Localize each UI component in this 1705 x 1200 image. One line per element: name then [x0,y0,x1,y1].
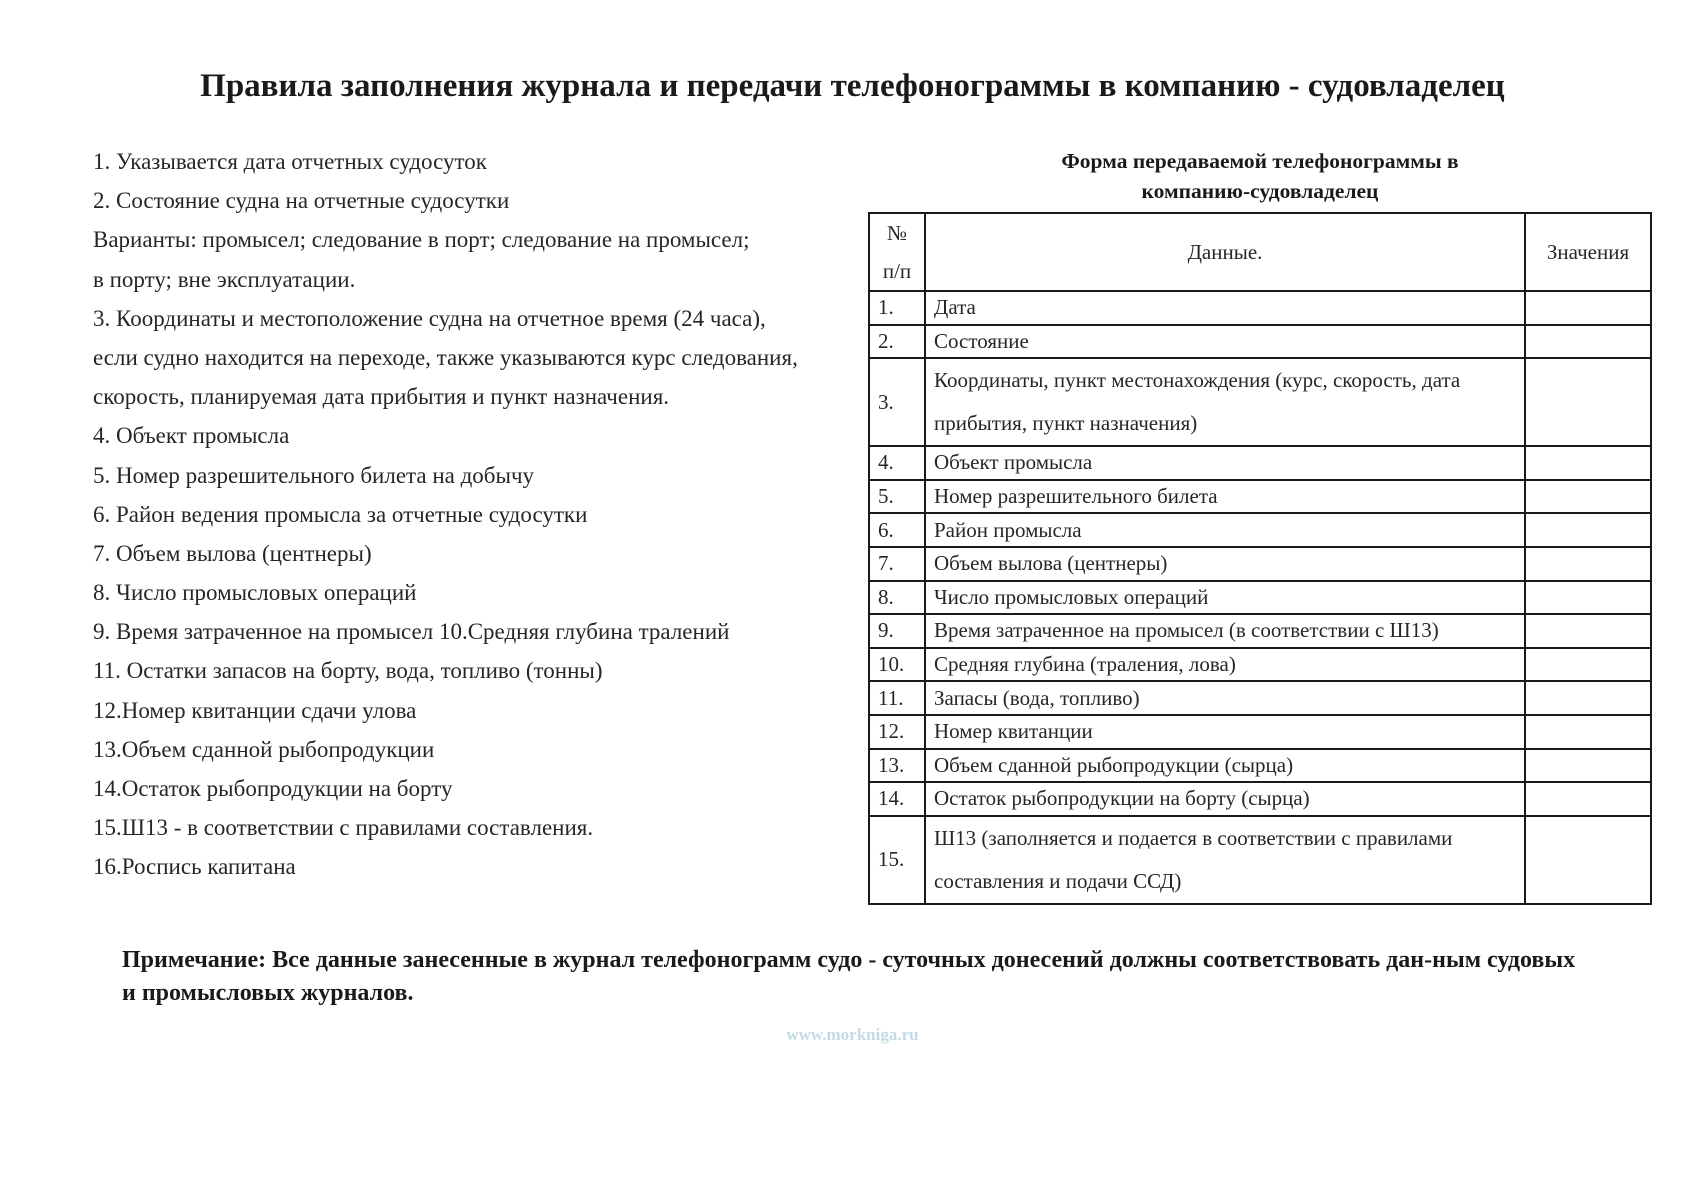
telephonogram-form-table [868,212,1652,905]
row-number: 14. [869,782,925,816]
rule-item: 9. Время затраченное на промысел 10.Средняя глубина тралений [93,619,730,645]
row-data: Координаты, пункт местонахождения (курс, скорость, дата прибытия, пункт назначения) [925,358,1525,446]
rule-item: 6. Район ведения промысла за отчетные судосутки [93,501,588,527]
row-data: Ш13 (заполняется и подается в соответствии с правилами составления и подачи ССД) [925,816,1525,904]
table-row [869,358,1651,446]
row-number: 5. [869,480,925,514]
header-number [869,213,925,291]
row-number: 3. [869,358,925,446]
row-data: Номер разрешительного билета [925,480,1525,514]
row-data: Объем сданной рыбопродукции (сырца) [925,749,1525,783]
row-data: Остаток рыбопродукции на борту (сырца) [925,782,1525,816]
header-data: Данные. [925,213,1525,291]
table-row [869,816,1651,904]
rule-item: скорость, планируемая дата прибытия и пункт назначения. [93,384,670,410]
row-value-cell[interactable] [1525,446,1651,480]
table-row [869,581,1651,615]
row-number: 10. [869,648,925,682]
header-number-abbr: п/п [882,259,912,283]
rule-item: 12.Номер квитанции сдачи улова [93,697,417,723]
row-value-cell[interactable] [1525,513,1651,547]
row-number: 12. [869,715,925,749]
rule-item: Варианты: промысел; следование в порт; следование на промысел; [93,227,750,253]
row-value-cell[interactable] [1525,291,1651,325]
row-value-cell[interactable] [1525,581,1651,615]
rule-item: 15.Ш13 - в соответствии с правилами составления. [93,815,594,841]
rule-item: 8. Число промысловых операций [93,580,417,606]
table-row [869,681,1651,715]
row-data: Объект промысла [925,446,1525,480]
row-number: 15. [869,816,925,904]
row-number: 1. [869,291,925,325]
table-row [869,513,1651,547]
row-data: Дата [925,291,1525,325]
table-row [869,480,1651,514]
table-row [869,648,1651,682]
row-value-cell[interactable] [1525,358,1651,446]
row-value-cell[interactable] [1525,749,1651,783]
rule-item: 5. Номер разрешительного билета на добычу [93,462,535,488]
row-data: Время затраченное на промысел (в соответствии с Ш13) [925,614,1525,648]
row-value-cell[interactable] [1525,480,1651,514]
rule-item: 7. Объем вылова (центнеры) [93,540,372,566]
table-row [869,749,1651,783]
row-number: 6. [869,513,925,547]
rule-item: в порту; вне эксплуатации. [93,266,356,292]
row-number: 4. [869,446,925,480]
rule-item: 4. Объект промысла [93,423,290,449]
row-value-cell[interactable] [1525,648,1651,682]
row-data: Средняя глубина (траления, лова) [925,648,1525,682]
row-number: 13. [869,749,925,783]
row-data: Запасы (вода, топливо) [925,681,1525,715]
row-data: Район промысла [925,513,1525,547]
row-number: 7. [869,547,925,581]
form-title-line: Форма передаваемой телефонограммы в [1061,149,1459,173]
row-value-cell[interactable] [1525,681,1651,715]
row-data: Число промысловых операций [925,581,1525,615]
row-data: Номер квитанции [925,715,1525,749]
row-number: 9. [869,614,925,648]
rules-list [93,142,853,887]
footnote: Примечание: Все данные занесенные в журнал телефонограмм судо - суточных донесений должны соответствовать дан-ным судовых и промысловых журналов. [122,947,1576,1006]
row-value-cell[interactable] [1525,614,1651,648]
row-value-cell[interactable] [1525,816,1651,904]
header-values: Значения [1525,213,1651,291]
row-number: 2. [869,325,925,359]
row-data: Состояние [925,325,1525,359]
table-row [869,715,1651,749]
watermark: www.morkniga.ru [786,1025,919,1044]
table-row [869,614,1651,648]
form-title-line: компанию-судовладелец [1141,179,1379,203]
row-number: 11. [869,681,925,715]
row-value-cell[interactable] [1525,715,1651,749]
row-value-cell[interactable] [1525,547,1651,581]
rule-item: 13.Объем сданной рыбопродукции [93,736,435,762]
rule-item: 11. Остатки запасов на борту, вода, топливо (тонны) [93,658,603,684]
table-row [869,325,1651,359]
row-data: Объем вылова (центнеры) [925,547,1525,581]
rule-item: если судно находится на переходе, также указываются курс следования, [93,344,798,370]
table-row [869,782,1651,816]
form-title [870,146,1650,206]
table-row [869,446,1651,480]
rule-item: 1. Указывается дата отчетных судосуток [93,149,487,174]
page-title: Правила заполнения журнала и передачи телефонограммы в компанию - судовладелец [200,68,1505,104]
rule-item: 14.Остаток рыбопродукции на борту [93,776,453,801]
rule-item: 2. Состояние судна на отчетные судосутки [93,188,510,214]
row-number: 8. [869,581,925,615]
table-row [869,291,1651,325]
table-row [869,547,1651,581]
header-number-symbol: № [886,221,908,245]
row-value-cell[interactable] [1525,325,1651,359]
table-header-row [869,213,1651,291]
rule-item: 16.Роспись капитана [93,854,296,880]
row-value-cell[interactable] [1525,782,1651,816]
rule-item: 3. Координаты и местоположение судна на отчетное время (24 часа), [93,305,766,331]
